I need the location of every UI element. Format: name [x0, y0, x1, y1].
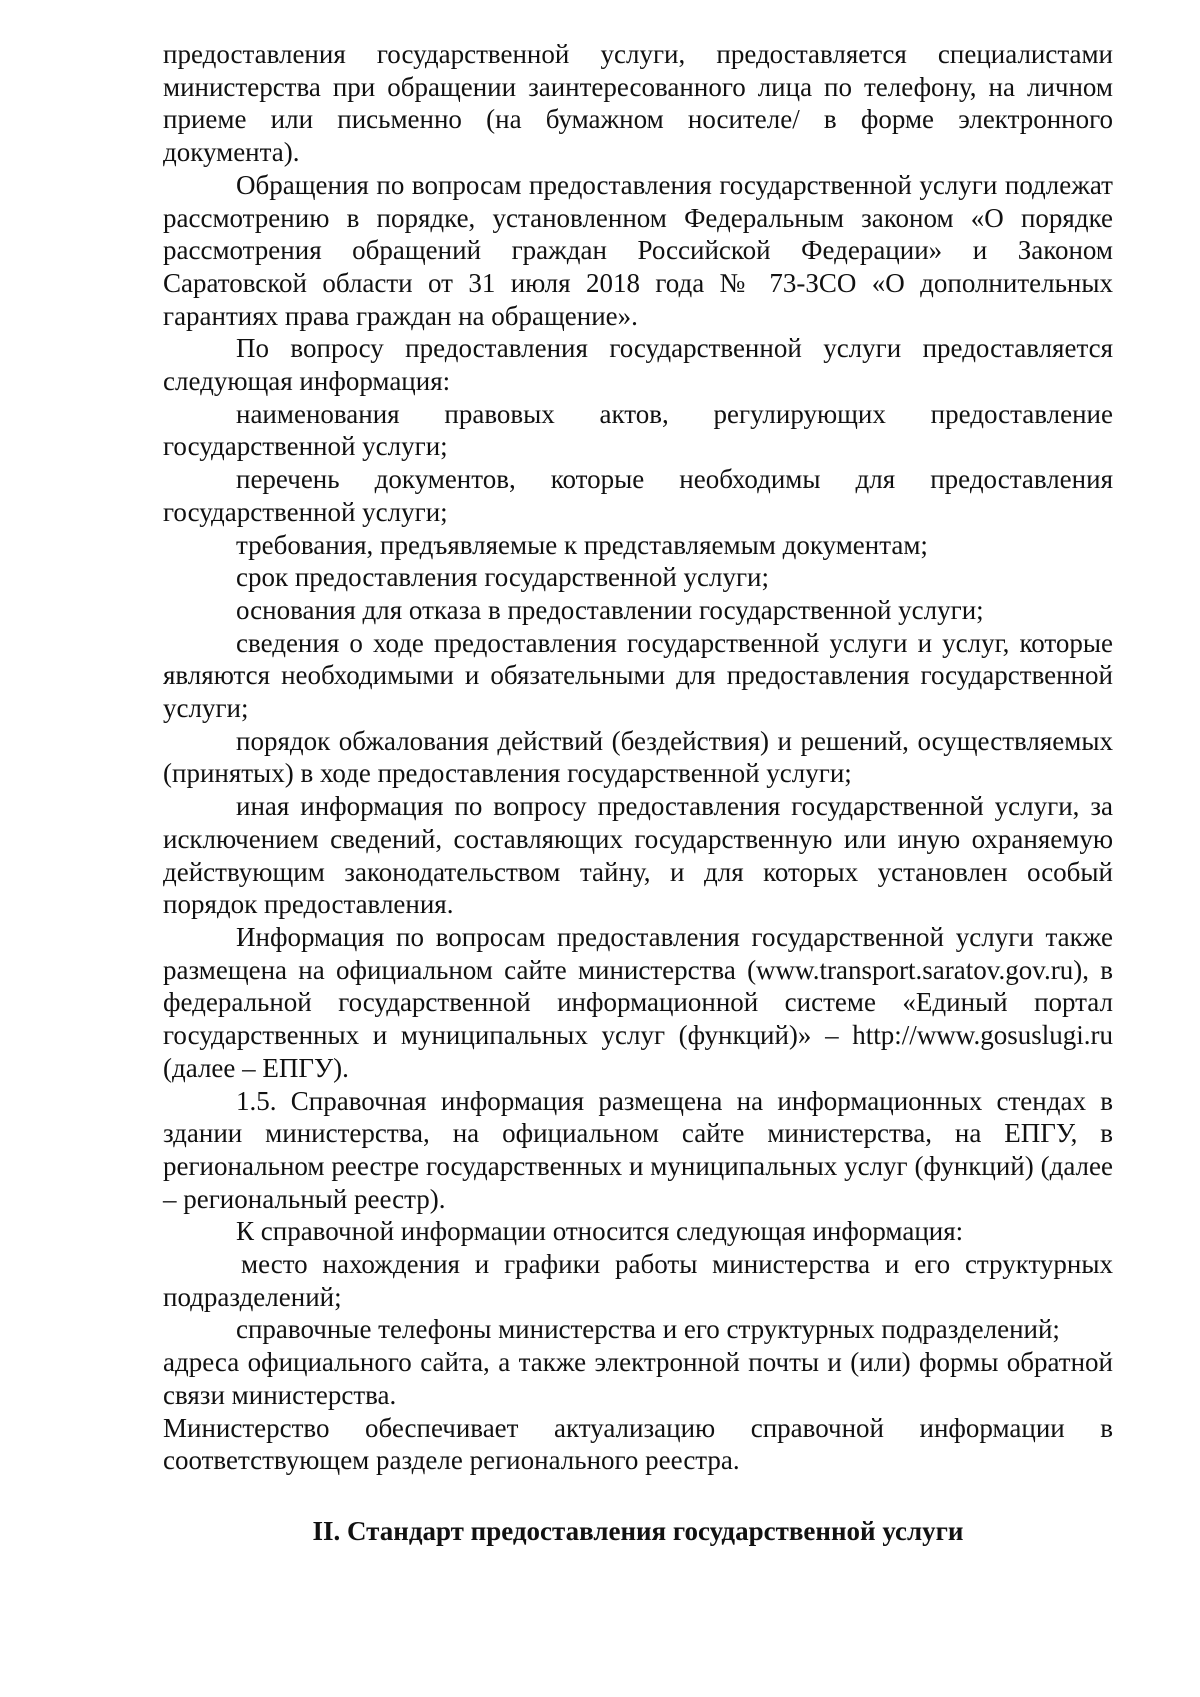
list-item-other-info: иная информация по вопросу предоставления государственной услуги, за исключением сведений, составляющих государственную или иную охраняемую действующим законодательством тайну, и для которых установлен особый порядок предоставления.: [163, 791, 1113, 920]
paragraph-continuation: предоставления государственной услуги, предоставляется специалистами министерства при обращении заинтересованного лица по телефону, на личном приеме или письменно (на бумажном носителе/ в форме электронного документа).: [163, 39, 1113, 168]
section-heading: II. Стандарт предоставления государственной услуги: [312, 1515, 964, 1546]
paragraph-online-info: Информация по вопросам предоставления государственной услуги также размещена на официальном сайте министерства (www.transport.saratov.gov.ru), в федеральной государственной информационной системе «Единый портал государственных и муниципальных услуг (функций)» – http://www.gosuslugi.ru (далее – ЕПГУ).: [163, 921, 1113, 1083]
paragraph-reference-includes: К справочной информации относится следующая информация:: [236, 1216, 964, 1247]
list-item-phones: справочные телефоны министерства и его структурных подразделений;: [236, 1314, 1060, 1345]
paragraph-appeals: Обращения по вопросам предоставления государственной услуги подлежат рассмотрению в порядке, установленном Федеральным законом «О порядке рассмотрения обращений граждан Российской Федерации» и Законом Саратовской области от 31 июля 2018 года № 73-ЗСО «О дополнительных гарантиях права граждан на обращение».: [163, 169, 1113, 331]
paragraph-actualization: Министерство обеспечивает актуализацию справочной информации в соответствующем разделе регионального реестра.: [163, 1412, 1113, 1476]
document-page: [163, 38, 1113, 1548]
list-item-requirements: требования, предъявляемые к представляемым документам;: [236, 529, 928, 560]
paragraph-reference-info: 1.5. Справочная информация размещена на информационных стендах в здании министерства, на официальном сайте министерства, на ЕПГУ, в региональном реестре государственных и муниципальных услуг (функций) (далее – региональный реестр).: [163, 1085, 1113, 1214]
list-item-location: место нахождения и графики работы министерства и его структурных подразделений;: [163, 1249, 1113, 1312]
list-item-documents: перечень документов, которые необходимы для предоставления государственной услуги;: [163, 464, 1113, 527]
paragraph-info-intro: По вопросу предоставления государственной услуги предоставляется следующая информация:: [163, 333, 1113, 397]
list-item-progress-info: сведения о ходе предоставления государственной услуги и услуг, которые являются необходимыми и обязательными для предоставления государственной услуги;: [163, 627, 1113, 724]
list-item-refusal-grounds: основания для отказа в предоставлении государственной услуги;: [236, 594, 984, 625]
list-item-legal-acts: наименования правовых актов, регулирующих предоставление государственной услуги;: [163, 398, 1113, 462]
list-item-website: адреса официального сайта, а также электронной почты и (или) формы обратной связи министерства.: [163, 1347, 1113, 1410]
list-item-appeal-procedure: порядок обжалования действий (бездействия) и решений, осуществляемых (принятых) в ходе предоставления государственной услуги;: [163, 725, 1113, 789]
list-item-term: срок предоставления государственной услуги;: [236, 562, 770, 593]
